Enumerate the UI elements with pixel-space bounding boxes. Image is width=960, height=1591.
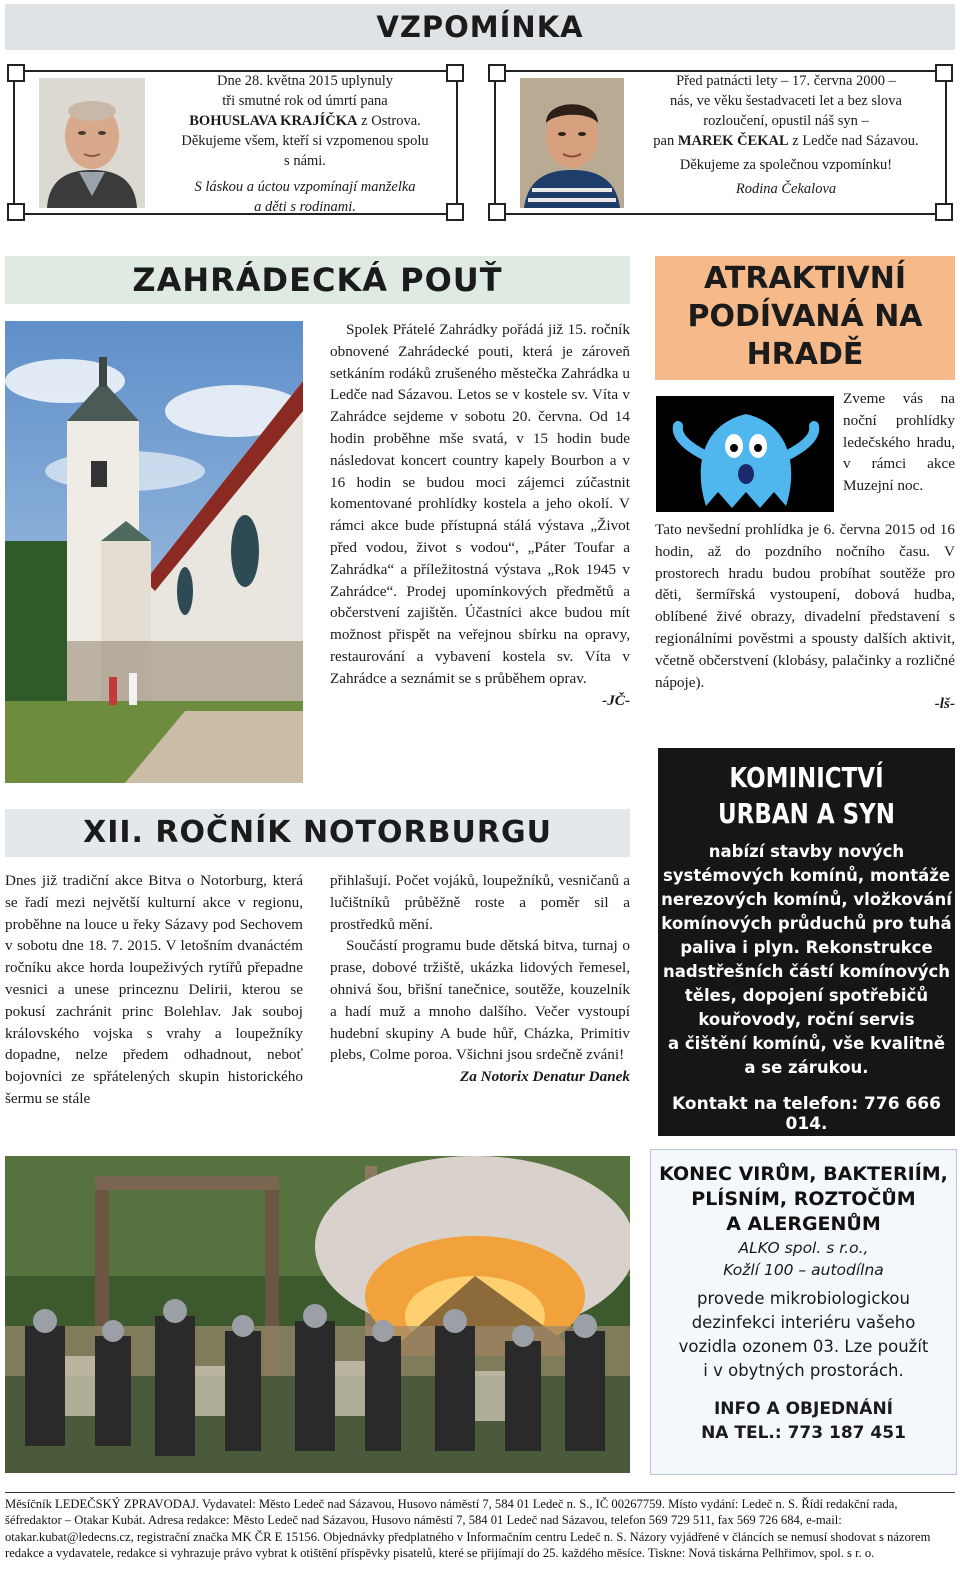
atraktivni-title-line3: HRADĚ (746, 337, 864, 372)
kominictvi-line: a se zárukou. (744, 1058, 869, 1077)
battle-photo (5, 1156, 630, 1473)
memorial-left-line-suffix: z Ostrova. (357, 113, 421, 129)
memorial-left-line: tři smutné rok od úmrtí pana (222, 93, 388, 109)
church-photo (5, 321, 303, 783)
notorburg-body-right2: Součástí programu bude dětská bitva, turnaj o prase, dobové tržiště, ukázka lidových řemesel, ohnivá šou, břišní tanečnice, soutěže, kouzelník a hadí muž a mnoho dalšího. Večer vystoupí hudební skupiny A bude hůř, Cházka, Primitiv plebs, Colme poroa. Všichni jsou srdečně zváni! (330, 937, 630, 1064)
memorial-right-suffix: z Ledče nad Sázavou. (788, 133, 919, 149)
zahradecka-body: Spolek Přátelé Zahrádky pořádá již 15. ročník obnovené Zahrádecké pouti, která je zároveň setkáním rodáků zrušeného městečka Zahrádka u Ledče nad Sázavou. Letos se v kostele sv. Víta v Zahrádce sejdeme v sobotu 20. června. Od 14 hodin proběhne mše svatá, v 15 hodin bude následovat koncert country kapely Bourbon a v 16 hodin se budou moci zájemci zúčastnit komentované prohlídky kostela a jeho okolí. V rámci akce bude přístupná stálá výstava „Život před vodou, život s vodou“, „Páter Toufar a Zahrádka“ a příležitostná výstava „Rok 1945 v Zahrádce“. Prodej upomínkových předmětů a občerstvení zajištěn. Účastníci akce budou mít možnost přispět na veřejnou sbírku na opravy, restaurování a vybavení kostela sv. Víta v Zahrádce a seznámit se s průběhem oprav. (330, 321, 630, 687)
alko-ad (650, 1149, 957, 1475)
kominictvi-ad (658, 748, 955, 1136)
zahradecka-banner (5, 256, 630, 304)
kominictvi-line: systémových komínů, montáže (662, 866, 951, 885)
memorial-left-text (155, 71, 455, 217)
zahradecka-signature: -JČ- (602, 691, 630, 709)
notorburg-signature: Za Notorix Denatur Danek (459, 1068, 630, 1086)
memorial-left-name: BOHUSLAVA KRAJÍČKA (189, 113, 358, 129)
kominictvi-line: nadstřešních částí komínových (662, 962, 951, 981)
footer-text: Měsíčník LEDEČSKÝ ZPRAVODAJ. Vydavatel: Město Ledeč nad Sázavou, Husovo náměstí 7, 584 01 Ledeč n. S., IČ 00267759. Místo vydání: Ledeč n. S. Řídí redakční rada, šéfredaktor – Otakar Kubát. Adresa redakce: Město Ledeč nad Sázavou, Husovo náměstí 7, 584 01 Ledeč nad Sázavou, telefon 569 729 511, fax 569 726 684, e-mail: otakar.kubat@ledecns.cz, registrační značka MK ČR E 15156. Objednávky předplatného v Informačním centru Ledeč n. S. Názory vyjádřené v článcích se nemusí shodovat s názorem redakce a vydavatele, redakce si vyhrazuje právo vybrat k otištění příspěvky pisatelů, které se přijímají do 25. každého měsíce. Tiskne: Nová tiskárna Pelhřimov, spol. s r. o. (5, 1497, 931, 1561)
alko-body-line: i v obytných prostorách. (703, 1361, 904, 1380)
kominictvi-line: komínových průduchů pro tuhá (661, 914, 952, 933)
memorial-right-line: Před patnácti lety – 17. června 2000 – (676, 73, 896, 89)
alko-body (651, 1287, 956, 1383)
memorial-left-line: s námi. (284, 153, 326, 169)
footer-divider (5, 1492, 955, 1493)
zahradecka-article (330, 319, 630, 711)
kominictvi-title1: KOMINICTVÍ (729, 761, 884, 794)
atraktivni-banner (655, 256, 955, 380)
memorial-right-text (636, 71, 936, 199)
notorburg-body-right1: přihlašují. Počet vojáků, loupežníků, vesničanů a lučištníků průběžně roste a poměr sil a prostředků mění. (330, 872, 630, 933)
memorial-right-line: nás, ve věku šestadvaceti let a bez slova (670, 93, 902, 109)
atraktivni-signature: -lš- (934, 695, 955, 713)
ghost-illustration (656, 396, 834, 512)
kominictvi-line: nabízí stavby nových (708, 842, 905, 861)
memorial-left-signature: a děti s rodinami. (254, 199, 356, 215)
alko-info2: NA TEL.: 773 187 451 (701, 1423, 906, 1443)
memorial-left (13, 70, 458, 215)
kominictvi-title2: URBAN A SYN (718, 797, 895, 830)
kominictvi-line: těles, dopojení spotřebičů (684, 986, 929, 1005)
alko-company1: ALKO spol. s r.o., (738, 1239, 869, 1257)
footer-imprint (5, 1496, 955, 1562)
atraktivni-body-bottom: Tato nevšední prohlídka je 6. června 2015 od 16 hodin, až do pozdního nočního času. V prostorech hradu budou probíhat soutěže pro děti, šermířská vystoupení, dobová hudba, oblíbené živé obrazy, divadelní představení s regionálními pověstmi a spousty dalších aktivit, včetně občerstvení (klobásy, palačinky a rozličné nápoje). (655, 521, 955, 691)
atraktivni-title-line2: PODÍVANÁ NA (687, 299, 923, 334)
kominictvi-line: a čištění komínů, vše kvalitně (667, 1034, 946, 1053)
memorial-right-name: MAREK ČEKAL (677, 133, 789, 149)
portrait-photo-krajicek (39, 78, 145, 208)
zahradecka-title: ZAHRÁDECKÁ POUŤ (132, 261, 503, 299)
portrait-photo-cekal (520, 78, 624, 208)
alko-body-line: provede mikrobiologickou (697, 1289, 910, 1308)
memorial-right-prefix: pan (653, 133, 678, 149)
memorial-left-line: Dne 28. května 2015 uplynuly (217, 73, 393, 89)
notorburg-banner (5, 809, 630, 857)
notorburg-body-left: Dnes již tradiční akce Bitva o Notorburg, která se řadí mezi největší kulturní akce v regionu, proběhne na louce u řeky Sázavy pod Sechovem v sobotu dne 18. 7. 2015. V letošním dvanáctém ročníku akce horda loupeživých rytířů přepadne vesnici a unese princeznu Delirii, kterou se pokusí zachránit princ Bolehlav. Jak souboj královského vojska s vrahy a loupežníky dopadne, nelze předem odhadnout, neboť bojovníci ze spřátelených skupin historického šermu se stále (5, 872, 303, 1107)
atraktivni-text-top (843, 388, 955, 497)
kominictvi-line: kouřovody, roční servis (698, 1010, 915, 1029)
alko-company2: Kožlí 100 – autodílna (723, 1261, 884, 1279)
kominictvi-contact: Kontakt na telefon: 776 666 014. (672, 1094, 941, 1134)
memorial-right-line: Děkujeme za společnou vzpomínku! (679, 157, 893, 173)
alko-title-line: KONEC VIRŮM, BAKTERIÍM, (659, 1163, 948, 1185)
notorburg-left-column (5, 870, 303, 1110)
alko-body-line: dezinfekci interiéru vašeho (691, 1313, 916, 1332)
memorial-right (494, 70, 947, 215)
alko-body-line: vozidla ozonem 03. Lze použít (678, 1337, 929, 1356)
atraktivni-text-bottom (655, 519, 955, 715)
alko-title-line: A ALERGENŮM (726, 1213, 881, 1235)
memorial-right-line (636, 131, 936, 151)
memorial-left-signature: S láskou a úctou vzpomínají manželka (194, 179, 416, 195)
alko-title (651, 1162, 956, 1237)
memorial-right-signature: Rodina Čekalova (735, 181, 837, 197)
kominictvi-line: paliva i plyn. Rekonstrukce (680, 938, 933, 957)
notorburg-title: XII. ROČNÍK NOTORBURGU (83, 815, 552, 850)
atraktivni-body-top: Zveme vás na noční prohlídky ledečského hradu, v rámci akce Muzejní noc. (843, 390, 955, 495)
kominictvi-line: nerezových komínů, vložkování (661, 890, 952, 909)
alko-info1: INFO A OBJEDNÁNÍ (713, 1399, 893, 1419)
vzpominka-banner (5, 4, 955, 50)
vzpominka-title: VZPOMÍNKA (376, 10, 584, 44)
memorial-left-line: Děkujeme všem, kteří si vzpomenou spolu (181, 133, 429, 149)
atraktivni-title-line1: ATRAKTIVNÍ (703, 261, 907, 296)
alko-title-line: PLÍSNÍM, ROZTOČŮM (691, 1188, 916, 1210)
notorburg-right-column (330, 870, 630, 1088)
memorial-right-line: rozloučení, opustil náš syn – (703, 113, 869, 129)
kominictvi-body (658, 840, 955, 1080)
memorial-left-line (155, 111, 455, 131)
